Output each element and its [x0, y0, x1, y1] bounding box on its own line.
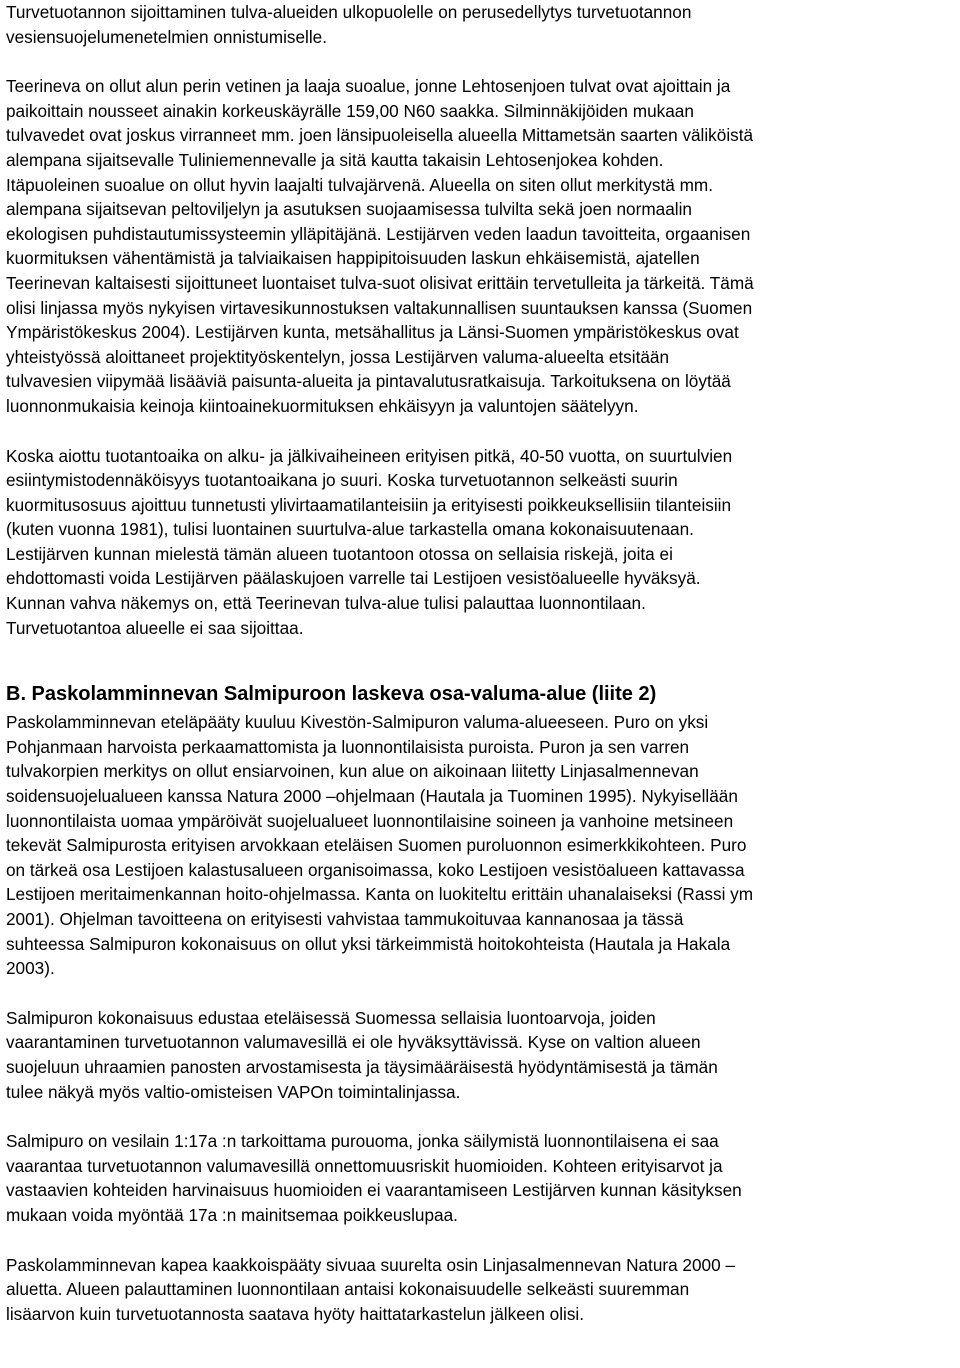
text-line: Teerinevan kaltaisesti sijoittuneet luontaiset tulva-suot olisivat erittäin tervetulleita ja tärkeitä. Tämä: [6, 272, 754, 293]
text-line: luonnontilaista uomaa ympäröivät suojelualueet luonnontilaisine soineen ja vanhoine metsineen: [6, 810, 734, 831]
text-line: vastaavien kohteiden harvinaisuus huomioiden ei vaarantamiseen Lestijärven kunnan käsityksen: [6, 1180, 742, 1201]
text-line: tekevät Salmipurosta erityisen arvokkaan eteläisen Suomen puroluonnon esimerkkikohteen. Puro: [6, 835, 747, 856]
text-line: olisi linjassa myös nykyisen virtavesikunnostuksen valtakunnallisen suuntauksen kanssa (Suomen: [6, 297, 753, 318]
paragraph-a3: [6, 444, 950, 641]
text-line: Lestijoen meritaimenkannan hoito-ohjelmassa. Kanta on luokiteltu erittäin uhanalaiseksi (Rassi ym: [6, 884, 754, 905]
text-line: ehdottomasti voida Lestijärven päälaskujoen varrelle tai Lestijoen vesistöalueelle hyväksyä.: [6, 568, 701, 589]
text-line: suhteessa Salmipuron kokonaisuus on ollut yksi tärkeimmistä hoitokohteista (Hautala ja Hakala: [6, 933, 731, 954]
text-line: on tärkeä osa Lestijoen kalastusalueen organisoimassa, koko Lestijoen vesistöalueen kattavassa: [6, 859, 745, 880]
text-line: Pohjanmaan harvoista perkaamattomista ja luonnontilaisista puroista. Puron ja sen varren: [6, 736, 690, 757]
text-line: Itäpuoleinen suoalue on ollut hyvin laajalti tulvajärvenä. Alueella on siten ollut merkitystä mm.: [6, 174, 713, 195]
text-line: Lestijärven kunnan mielestä tämän alueen tuotantoon otossa on sellaisia riskejä, joita ei: [6, 543, 673, 564]
text-line: aluetta. Alueen palauttaminen luonnontilaan antaisi kokonaisuudelle selkeästi suuremman: [6, 1279, 690, 1300]
text-line: luonnonmukaisia keinoja kiintoainekuormituksen ehkäisyyn ja valuntojen säätelyyn.: [6, 395, 639, 416]
text-line: tulvakorpien merkitys on ollut ensiarvoinen, kun alue on aikoinaan liitetty Linjasalmennevan: [6, 761, 699, 782]
paragraph-b4: [6, 1253, 950, 1327]
text-line: Turvetuotannon sijoittaminen tulva-alueiden ulkopuolelle on perusedellytys turvetuotannon: [6, 2, 692, 22]
text-line: vaarantaminen turvetuotannon valumavesillä ei ole hyväksyttävissä. Kyse on valtion alueen: [6, 1032, 701, 1053]
text-line: 2003).: [6, 958, 55, 979]
text-line: 2001). Ohjelman tavoitteena on erityisesti vahvistaa tammukoituvaa kannanosaa ja tässä: [6, 909, 684, 929]
text-line: Salmipuron kokonaisuus edustaa eteläisessä Suomessa sellaisia luontoarvoja, joiden: [6, 1007, 656, 1028]
text-line: soidensuojelualueen kanssa Natura 2000 –ohjelmaan (Hautala ja Tuominen 1995). Nykyisellään: [6, 786, 738, 807]
text-line: mukaan voida myöntää 17a :n mainitsemaa poikkeuslupaa.: [6, 1204, 458, 1225]
text-line: kuormitusosuus ajoittuu tunnetusti ylivirtaamatilanteisiin ja erityisesti poikkeuksellisiin tilanteisiin: [6, 494, 732, 515]
text-line: yhteistyössä aloittaneet projektityöskentelyn, jossa Lestijärven valuma-alueelta etsitään: [6, 346, 670, 367]
text-line: esiintymistodennäköisyys tuotantoaikana jo suuri. Koska turvetuotannon selkeästi suurin: [6, 470, 678, 491]
paragraph-b3: [6, 1129, 950, 1227]
text-line: vesiensuojelumenetelmien onnistumiselle.: [6, 26, 328, 47]
text-line: ekologisen puhdistautumissysteemin ylläpitäjänä. Lestijärven veden laadun tavoitteita, orgaanisen: [6, 223, 751, 244]
text-line: kuormituksen vähentämistä ja talviaikaisen happipitoisuuden laskun ehkäisemistä, ajatellen: [6, 248, 700, 269]
text-line: tulee näkyä myös valtio-omisteisen VAPOn toimintalinjassa.: [6, 1081, 461, 1102]
section-b-heading-wrap: [6, 680, 950, 710]
text-line: Kunnan vahva näkemys on, että Teerinevan tulva-alue tulisi palauttaa luonnontilaan.: [6, 593, 646, 614]
paragraph-b2: [6, 1006, 950, 1104]
text-line: Teerineva on ollut alun perin vetinen ja laaja suoalue, jonne Lehtosenjoen tulvat ovat ajoittain ja: [6, 76, 731, 97]
text-line: Salmipuro on vesilain 1:17a :n tarkoittama purouoma, jonka säilymistä luonnontilaisena ei saa: [6, 1131, 719, 1152]
text-line: vaarantaa turvetuotannon valumavesillä onnettomuusriskit huomioiden. Kohteen erityisarvot ja: [6, 1155, 723, 1176]
text-line: Paskolamminnevan kapea kaakkoispääty sivuaa suurelta osin Linjasalmennevan Natura 2000 –: [6, 1254, 736, 1275]
text-line: paikoittain nousseet ainakin korkeuskäyrälle 159,00 N60 saakka. Silminnäkijöiden mukaan: [6, 100, 694, 121]
text-line: (kuten vuonna 1981), tulisi luontainen suurtulva-alue tarkastella omana kokonaisuutenaan.: [6, 519, 694, 540]
text-line: Koska aiottu tuotantoaika on alku- ja jälkivaiheineen erityisen pitkä, 40-50 vuotta, on suurtulvien: [6, 445, 733, 466]
text-line: alempana sijaitsevalle Tuliniemennevalle ja sitä kautta takaisin Lehtosenjokea kohden.: [6, 149, 664, 170]
text-line: alempana sijaitsevan peltoviljelyn ja asutuksen suojaamisessa tulvilta sekä joen normaalin: [6, 199, 692, 220]
text-line: tulvavedet ovat joskus virranneet mm. joen länsipuoleisella alueella Mittametsän saarten väliköistä: [6, 125, 754, 146]
paragraph-a1: [6, 0, 950, 49]
text-line: Ympäristökeskus 2004). Lestijärven kunta, metsähallitus ja Länsi-Suomen ympäristökeskus ovat: [6, 322, 739, 343]
text-line: Turvetuotantoa alueelle ei saa sijoittaa.: [6, 617, 304, 638]
text-line: tulvavesien viipymää lisääviä paisunta-alueita ja pintavalutusratkaisuja. Tarkoituksena on löytää: [6, 371, 731, 392]
text-line: suojeluun uhraamien panosten arvostamisesta ja täysimääräisestä hyödyntämisestä ja tämän: [6, 1056, 718, 1077]
section-heading: B. Paskolamminnevan Salmipuroon laskeva osa-valuma-alue (liite 2): [6, 683, 657, 706]
paragraph-b1: [6, 710, 950, 981]
text-line: lisäarvon kuin turvetuotannosta saatava hyöty haittatarkastelun jälkeen olisi.: [6, 1303, 585, 1324]
paragraph-a2: [6, 74, 950, 418]
text-line: Paskolamminnevan eteläpääty kuuluu Kivestön-Salmipuron valuma-alueeseen. Puro on yksi: [6, 712, 709, 733]
